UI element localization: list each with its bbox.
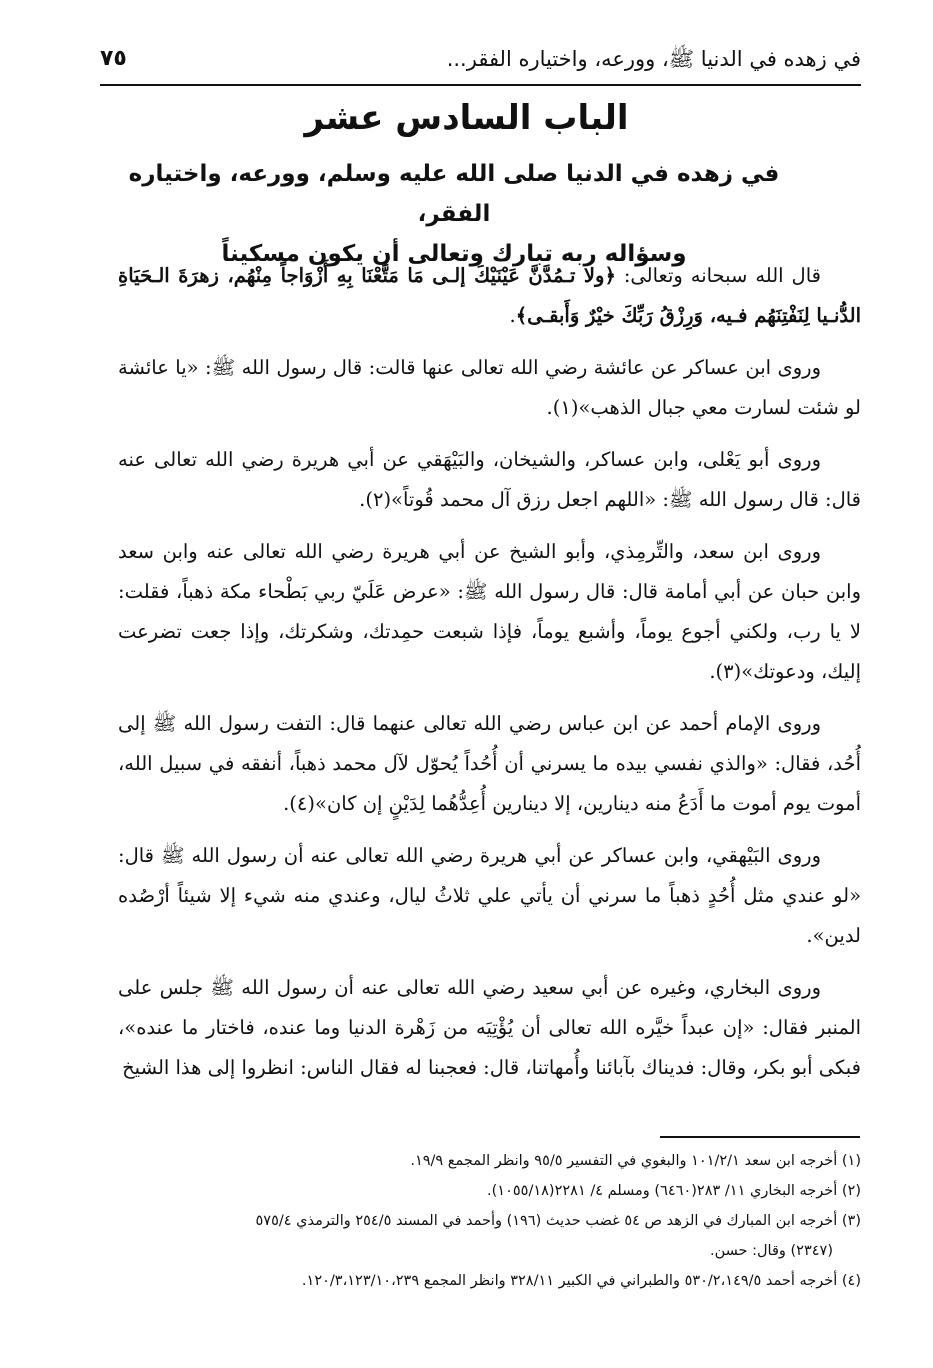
verse-end: . (509, 304, 516, 327)
page-number: ٧٥ (100, 46, 127, 71)
paragraph-hadith-2: وروى أبو يَعْلى، وابن عساكر، والشيخان، والبَيْهَقي عن أبي هريرة رضي الله تعالى عنه قال: قال رسول الله ﷺ: «اللهم اجعل رزق آل محمد قُوتاً»(٢). (118, 448, 861, 511)
paragraph-hadith-1: وروى ابن عساكر عن عائشة رضي الله تعالى عنها قالت: قال رسول الله ﷺ: «يا عائشة لو شئت لسارت معي جبال الذهب»(١). (118, 356, 861, 419)
subtitle-line-1: في زهده في الدنيا صلى الله عليه وسلم، وورعه، واختياره الفقر، (128, 161, 780, 227)
running-title: في زهده في الدنيا ﷺ، وورعه، واختياره الفقر... (446, 47, 861, 71)
paragraph-hadith-6: وروى البخاري، وغيره عن أبي سعيد رضي الله تعالى عنه أن رسول الله ﷺ جلس على المنبر فقال: «إن عبداً خيَّره الله تعالى أن يُؤْتِيَه من زَهْرة الدنيا وما عنده، فاختار ما عنده»، فبكى أبو بكر، وقال: فديناك بآبائنا وأُمهاتنا، قال: فعجبنا له فقال الناس: انظروا إلى هذا الشيخ (118, 976, 861, 1079)
main-text (118, 256, 861, 1100)
footnotes (118, 1146, 861, 1296)
subtitle-line-2: وسؤاله ربه تبارك وتعالى أن يكون مسكيناً (221, 241, 687, 267)
paragraph-verse (118, 256, 861, 336)
footnote-divider (660, 1136, 860, 1138)
footnote-4: (٤) أخرجه أحمد ٥٣٠/٢،١٤٩/٥ والطبراني في الكبير ٣٢٨/١١ وانظر المجمع ١٢٠/٣،١٢٣/١٠،٢٣٩. (301, 1273, 861, 1289)
paragraph-hadith-4: وروى الإمام أحمد عن ابن عباس رضي الله تعالى عنهما قال: التفت رسول الله ﷺ إلى أُحُد، فقال: «والذي نفسي بيده ما يسرني أن أُحُداً يُحوّل لآل محمد ذهباً، أنفقه في سبيل الله، أموت يوم أموت ما أَدَعُ منه دينارين، إلا دينارين أُعِدُّهُما لِدَيْنٍ إن كان»(٤). (118, 712, 861, 815)
quran-verse: ﴿ولا تـمُدَّنَّ عَيْنَيْكَ إلـى مَا مَتَّعْنَا بِهِ أَزْوَاجاً مِنْهُم، زهرَةَ الـحَيَاةِ الدُّنـيا لِنَفْتِنَهُم فـيه، وَرِزْقُ رَبِّكَ خيْرٌ وَأَبقـى﴾ (118, 264, 861, 327)
footnote-3-continuation: (٢٣٤٧) وقال: حسن. (709, 1243, 833, 1259)
footnote-2: (٢) أخرجه البخاري ١١/ ٢٨٣(٦٤٦٠) ومسلم ٤/ ٢٢٨١(١٠٥٥/١٨). (487, 1183, 861, 1199)
paragraph-hadith-3: وروى ابن سعد، والتِّرمِذي، وأبو الشيخ عن أبي هريرة رضي الله تعالى عنه وابن سعد وابن حبان عن أبي أمامة قال: قال رسول الله ﷺ: «عرض عَلَيّ ربي بَطْحاء مكة ذهباً، فقلت: لا يا رب، ولكني أجوع يوماً، وأشبع يوماً، فإذا شبعت حمِدتك، وشكرتك، وإذا جعت تضرعت إليك، ودعوتك»(٣). (118, 540, 861, 683)
footnote-1: (١) أخرجه ابن سعد ١٠١/٢/١ والبغوي في التفسير ٩٥/٥ وانظر المجمع ١٩/٩. (410, 1153, 861, 1169)
paragraph-hadith-5: وروى البَيْهقي، وابن عساكر عن أبي هريرة رضي الله تعالى عنه أن رسول الله ﷺ قال: «لو عندي مثل أُحُدٍ ذهباً ما سرني أن يأتي علي ثلاثُ ليال، وعندي منه شيء إلا شيئاً أرْصُده لدين». (118, 844, 861, 947)
verse-intro: قال الله سبحانه وتعالى: (615, 264, 821, 287)
footnote-3: (٣) أخرجه ابن المبارك في الزهد ص ٥٤ غضب حديث (١٩٦) وأحمد في المسند ٢٥٤/٥ والترمذي ٥٧٥/٤ (255, 1213, 861, 1229)
page-header (100, 40, 861, 86)
chapter-title: الباب السادس عشر (304, 98, 629, 138)
